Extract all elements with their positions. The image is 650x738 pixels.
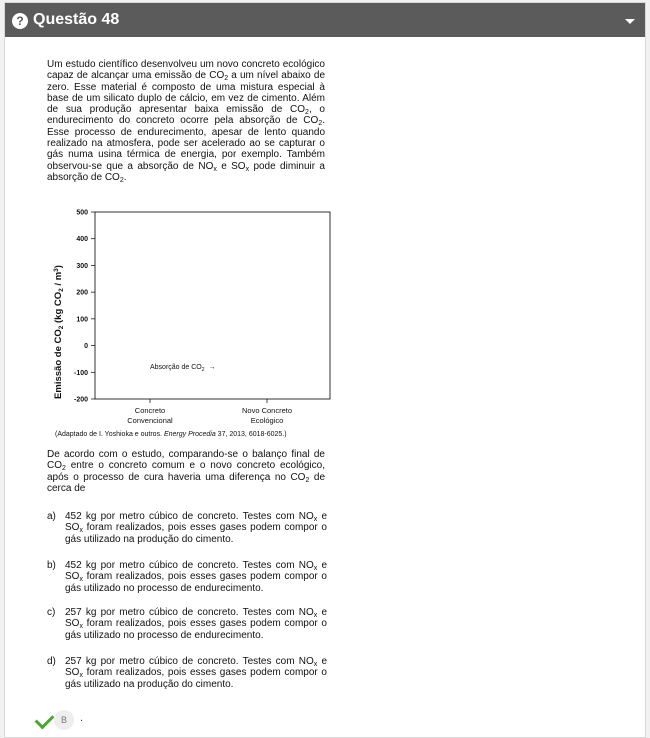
emission-chart — [47, 206, 337, 431]
y-tick-label: 300 — [76, 262, 88, 270]
question-circle-icon: ? — [12, 13, 28, 29]
x-category-label: Convencional — [127, 416, 173, 425]
y-tick-label: 0 — [84, 343, 88, 351]
y-tick-label: 200 — [76, 289, 88, 297]
option-text: 257 kg por metro cúbico de concreto. Testes com $NO_x$ e $SO_x$ foram realizados, pois esses gases podem compor o gás utilizado na produção do cimento. — [65, 656, 328, 690]
x-category-label: Concreto — [134, 406, 166, 415]
option-text: 452 kg por metro cúbico de concreto. Testes com $NO_x$ e $SO_x$ foram realizados, pois esses gases podem compor o gás utilizado no processo de endurecimento. — [65, 560, 328, 594]
answer-suffix: . — [80, 712, 84, 724]
option-text: 257 kg por metro cúbico de concreto. Testes com $NO_x$ e $SO_x$ foram realizados, pois esses gases podem compor o gás utilizado no processo de endurecimento. — [65, 607, 328, 641]
chart-caption: (Adaptado de I. Yoshioka e outros. Energy Procedia 37, 2013, 6018-6025.) — [55, 431, 287, 438]
y-tick-label: -100 — [73, 369, 88, 377]
y-axis-title: Emissão de $CO_2$ (kg $CO_2 / m^3$) — [53, 265, 65, 399]
answer-badge: B — [54, 710, 74, 730]
y-tick-label: 500 — [76, 209, 88, 217]
option-text: 452 kg por metro cúbico de concreto. Testes com $NO_x$ e $SO_x$ foram realizados, pois esses gases podem compor o gás utilizado na produção do cimento. — [65, 511, 328, 545]
absorption-annotation: Absorção de $CO_2$ → — [150, 364, 216, 373]
question-statement — [47, 59, 325, 183]
chevron-down-icon[interactable] — [625, 19, 635, 24]
question-prompt: De acordo com o estudo, comparando-se o balanço final de $CO_2$ entre o concreto comum e o novo concreto ecológico, após o processo de cura haveria uma diferença no $CO_2$ de cerca de — [47, 449, 326, 494]
intro-paragraph: Um estudo científico desenvolveu um novo concreto ecológico capaz de alcançar uma emissão de $CO_2$ a um nível abaixo de zero. Esse material é composto de uma mistura especial à base de um silicato duplo de cálcio, em vez de cimento. Além de sua produção apresentar baixa emissão de $CO_2$, o endurecimento do concreto ocorre pela absorção de $CO_2$. Esse processo de endurecimento, apesar de lento quando realizado na atmosfera, pode ser acelerado ao se capturar o gás numa usina térmica de energia, por exemplo. Também observou-se que a absorção de $NO_x$ e $SO_x$ pode diminuir a absorção de $CO_2$. — [47, 59, 326, 184]
option-letter: a) — [47, 511, 56, 522]
option-letter: c) — [47, 607, 56, 618]
option-letter: d) — [47, 656, 56, 667]
question-header[interactable] — [5, 3, 645, 37]
x-category-label: Ecológico — [250, 416, 284, 425]
y-tick-label: 400 — [76, 236, 88, 244]
option-letter: b) — [47, 560, 56, 571]
question-title: Questão 48 — [33, 11, 120, 28]
y-tick-label: 100 — [76, 316, 88, 324]
x-category-label: Novo Concreto — [241, 406, 293, 415]
y-tick-label: -200 — [73, 396, 88, 404]
